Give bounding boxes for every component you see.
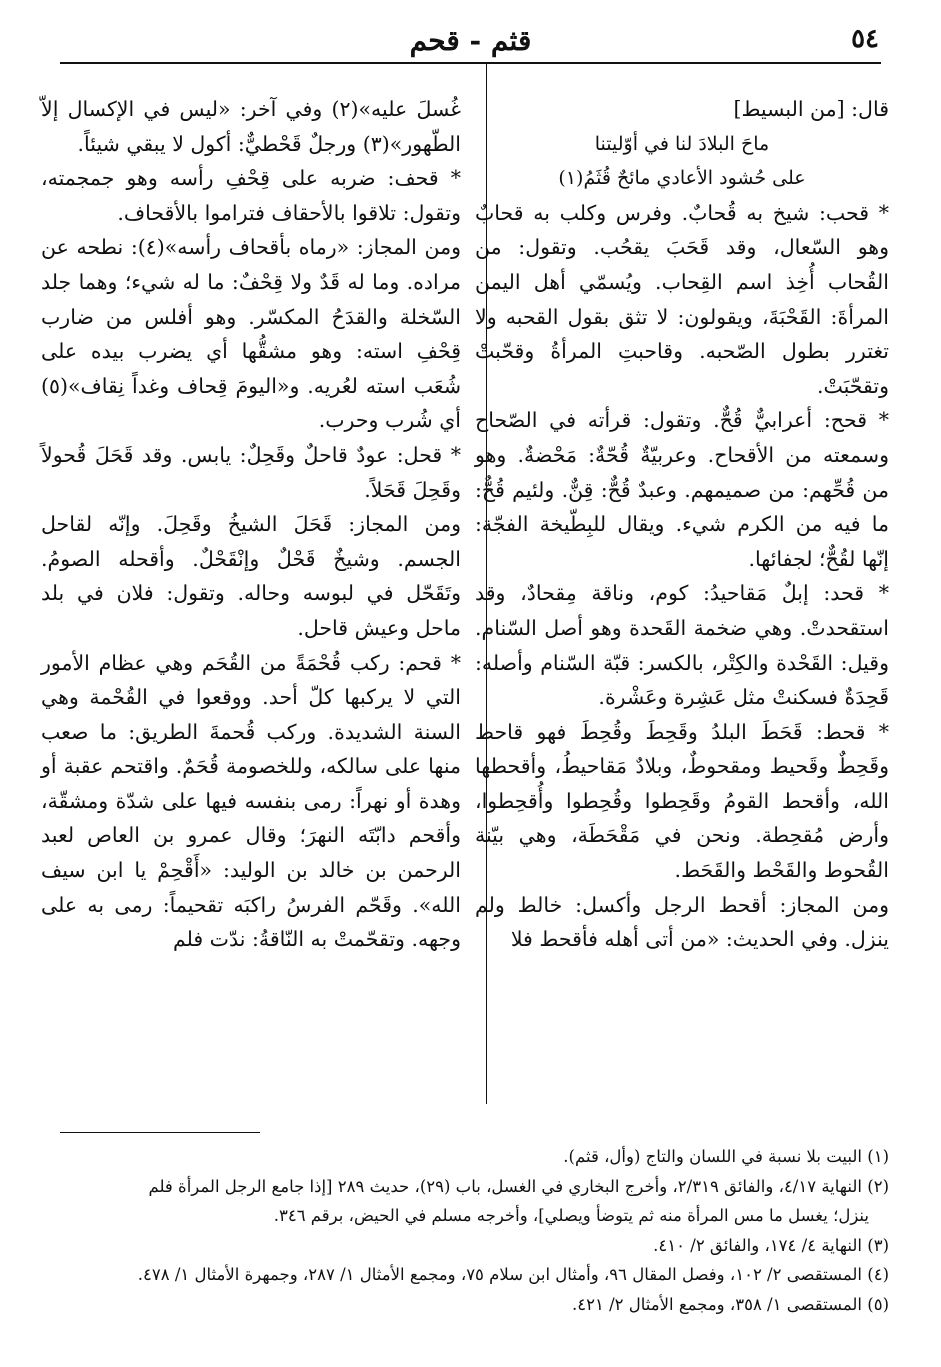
page-number: ٥٤ [851,24,879,54]
footnote-3: (٣) النهاية ٤/ ١٧٤، والفائق ٢/ ٤١٠. [653,1235,889,1255]
entry-qahab: * قحب: شيخ به قُحابٌ. وفرس وكلب به قحابٌ وهو السّعال، وقد قَحَبَ يقحُب. وتقول: من القُحاب أُخِذ اسم القِحاب. ويُسمّي أهل اليمن المرأةَ: القَحْبَةَ، ويقولون: لا تثق بقول القحبه ولا تغترر بطول الصّحبه. وقاحبتِ المرأةُ وقحّبتْ وتقحّبَتْ. [475,200,889,398]
left-column [41,92,461,957]
page-title: قثم - قحم [409,24,532,57]
right-column [475,92,889,957]
footnote-2-continued: ينزل؛ يغسل ما مس المرأة منه ثم يتوضأ ويصلي]، وأخرجه مسلم في الحيض، برقم ٣٤٦. [273,1206,869,1225]
verse-line-2: على حُشود الأعادي مائحٌ قُثَمُ(١) [558,167,806,190]
entry-qaham: * قحم: ركب قُحْمَةً من القُحَم وهي عظام الأمور التي لا يركبها كلّ أحد. ووقعوا في القُحْمة وهي السنة الشديدة. وركب قُحمةَ الطريق: ما صعب منها على سالكه، وللخصومة قُحَمٌ. واقتحم عقبة أو وهدة أو نهراً: رمى بنفسه فيها على شدّة ومشقّة، وأقحم دابّتَه النهرَ؛ وقال عمرو بن العاص لعبد الرحمن بن خالد بن الوليد: «أَقْحِمْ يا ابن سيف الله». وقَحّم الفرسُ راكبَه تقحيماً: رمى به على وجهه. وتقحّمتْ به النّاقةُ: ندّت فلم [41,650,461,952]
entry-qahaf-majaz: ومن المجاز: «رماه بأقحاف رأسه»(٤): نطحه عن مراده. وما له قَدٌ ولا قِحْفٌ: ما له شيء؛ وهما جلد السّخلة والقدَحُ المكسّر. وهو أفلس من ضارب قِحْفِ استه: وهو مشقُّها أي يضرب بيده على شُعَب استه لعُريه. و«اليومَ قِحاف وغداً نِقاف»(٥) أي شُرب وحرب. [41,235,461,433]
entry-qahal: * قحل: عودٌ قاحلٌ وقَحِلٌ: يابس. وقد قَحَلَ قُحولاً وقَحِلَ قَحَلاً. [41,442,461,502]
entry-qahah: * قحح: أعرابيٌّ قُحٌّ. وتقول: قرأته في الصّحاح وسمعته من الأقحاح. وعربيّةٌ قُحّةٌ: مَحْضةٌ. وهو من قُحِّهم: من صميمهم. وعبدٌ قُحٌّ: قِنٌّ. ولئيم قُحٌّ: ما فيه من الكرم شيء. ويقال للبِطّيخة الفجّة: إنّها لقُحٌّ؛ لجفائها. [475,408,889,571]
footnote-4: (٤) المستقصى ٢/ ١٠٢، وفصل المقال ٩٦، وأمثال ابن سلام ٧٥، ومجمع الأمثال ١/ ٢٨٧، وجمهرة الأمثال ١/ ٤٧٨. [137,1265,889,1284]
entry-qahat: * قحط: قَحَطَ البلدُ وقَحِطَ وقُحِطَ فهو قاحط وقَحِطٌ وقَحيط ومقحوطٌ، وبلادٌ مَقاحيطُ، وأقحطها الله، وأقحط القومُ وقَحِطوا وقُحِطوا وأُقحِطوا، وأرض مُقحِطة. ونحن في مَقْحَطَة، وهي بيّنة القُحوط والقَحْط والقَحَط. [475,719,889,883]
entry-qahaf: * قحف: ضربه على قِحْفِ رأسه وهو جمجمته، وتقول: تلاقوا بالأحقاف فتراموا بالأقحاف. [41,166,461,225]
entry-qahad: * قحد: إبلٌ مَقاحيدُ: كوم، وناقة مِقحادٌ، وقد استقحدتْ. وهي ضخمة القَحدة وهو أصل السّنام. وقيل: القَحْدة والكِتْر، بالكسر: قبّة السّنام وأصله: قَحِدَةٌ فسكنتْ مثل عَشِرة وعَشْرة. [475,581,889,710]
footnote-rule [60,1132,260,1133]
page-header [60,18,881,66]
footnotes [49,1142,889,1319]
entry-qahal-majaz: ومن المجاز: قَحَلَ الشيخُ وقَحِلَ. وإنّه لقاحل الجسم. وشيخٌ قَحْلٌ وإنْقَحْلٌ. وأقحله الصومُ. وتَقَحّل في لبوسه وحاله. وتقول: فلان في بلد ماحل وعيش قاحل. [41,512,461,640]
verse-line-1: ماحَ البلادَ لنا في أوّليتنا [594,132,770,155]
entry-qahat-majaz: ومن المجاز: أقحط الرجل وأكسل: خالط ولم ينزل. وفي الحديث: «من أتى أهله فأقحط فلا [475,892,889,952]
header-rule [60,62,881,64]
verse-meter-label: قال: [من البسيط] [733,97,889,121]
footnote-5: (٥) المستقصى ١/ ٣٥٨، ومجمع الأمثال ٢/ ٤٢١. [572,1294,889,1314]
footnote-1: (١) البيت بلا نسبة في اللسان والتاج (وأل، قثم). [563,1147,889,1166]
footnote-2: (٢) النهاية ٤/١٧، والفائق ٢/٣١٩، وأخرج البخاري في الغسل، باب (٢٩)، حديث ٢٨٩ [إذا جامع الرجل المرأة فلم [148,1176,889,1196]
entry-qahat-continued: غُسلَ عليه»(٢) وفي آخر: «ليس في الإكسال إلاّ الطّهور»(٣) ورجلٌ قَحْطيٌّ: أكول لا يبقي شيئاً. [41,97,461,156]
